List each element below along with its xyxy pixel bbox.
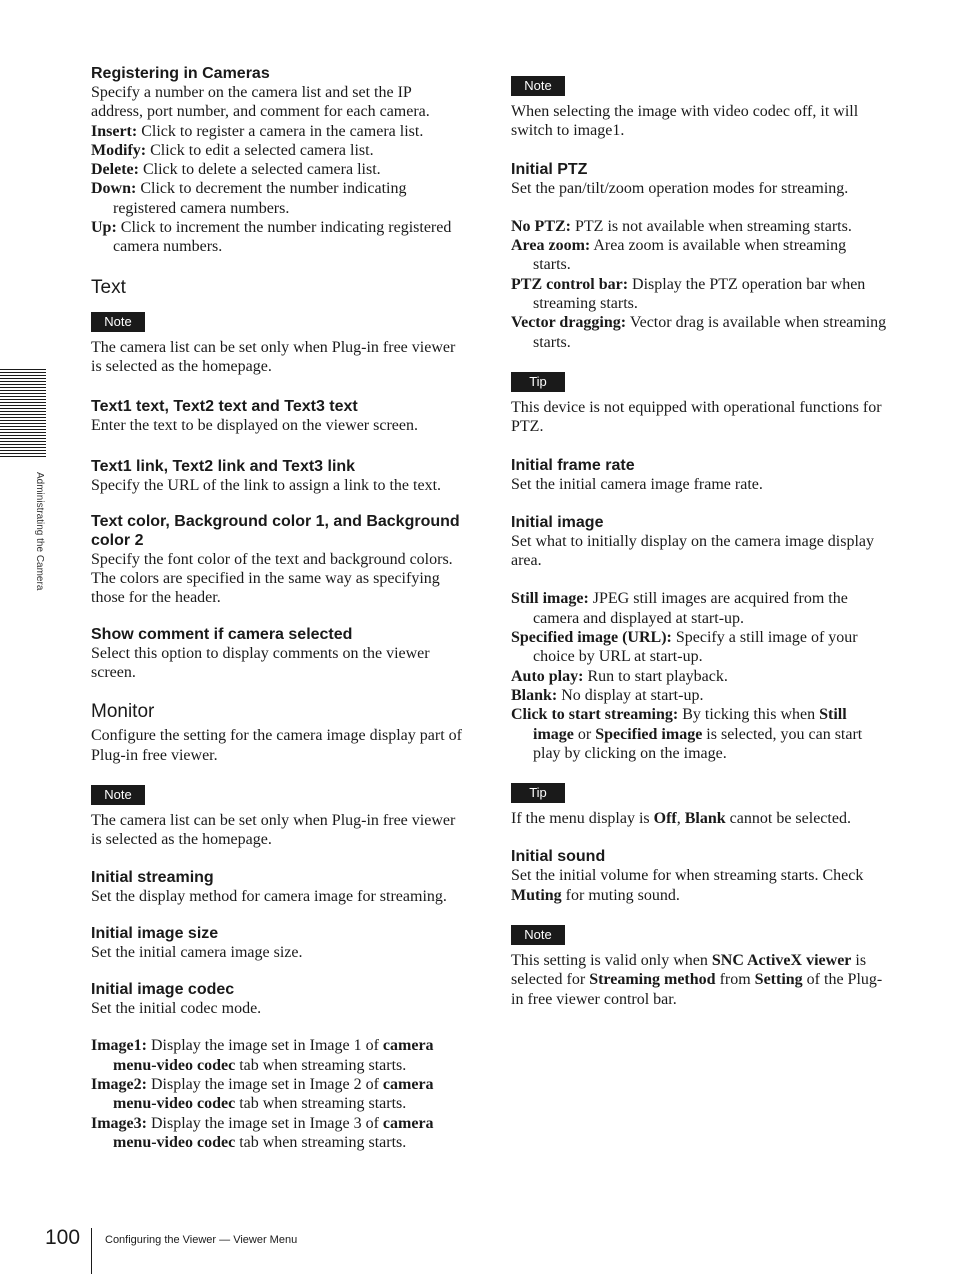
footer-section-title: Configuring the Viewer — Viewer Menu xyxy=(105,1234,298,1246)
ptz-tip: This device is not equipped with operational functions for PTZ. xyxy=(511,398,882,436)
text-link-body: Specify the URL of the link to assign a link to the text. xyxy=(91,476,442,494)
initial-image-size-body: Set the initial camera image size. xyxy=(91,943,303,961)
initial-ptz-body: Set the pan/tilt/zoom operation modes for streaming. xyxy=(511,179,849,197)
tip-badge: Tip xyxy=(511,783,565,803)
note-badge: Note xyxy=(511,925,565,945)
sound-note: This setting is valid only when SNC ActiveX viewer is selected for Streaming method from Setting of the Plug-in free viewer control bar. xyxy=(511,952,883,1008)
text-color-body: Specify the font color of the text and background colors. The colors are specified in the same way as specifying those for the header. xyxy=(91,550,453,607)
left-column xyxy=(91,62,467,1152)
initial-streaming-body: Set the display method for camera image for streaming. xyxy=(91,887,447,905)
heading-monitor: Monitor xyxy=(91,701,155,723)
heading-initial-ptz: Initial PTZ xyxy=(511,160,588,178)
heading-initial-image-codec: Initial image codec xyxy=(91,981,235,999)
show-comment-body: Select this option to display comments on the viewer screen. xyxy=(91,644,430,682)
monitor-intro: Configure the setting for the camera image display part of Plug-in free viewer. xyxy=(91,727,462,764)
initial-image-body: Set what to initially display on the camera image display area. xyxy=(511,532,875,570)
text-text-body: Enter the text to be displayed on the viewer screen. xyxy=(91,417,418,435)
heading-text: Text xyxy=(91,276,126,298)
side-tab-stripes xyxy=(0,369,46,459)
codec-note: When selecting the image with video codec off, it will switch to image1. xyxy=(511,103,859,140)
heading-registering: Registering in Cameras xyxy=(91,65,270,82)
list-item: Blank: No display at start-up. xyxy=(511,686,704,704)
list-item: Modify: Click to edit a selected camera list. xyxy=(91,141,374,159)
list-item: Image1: Display the image set in Image 1 of camera menu-video codec tab when streaming starts. xyxy=(91,1037,434,1074)
list-item: Area zoom: Area zoom is available when streaming starts. xyxy=(511,237,847,274)
list-item: Delete: Click to delete a selected camera list. xyxy=(91,161,381,179)
heading-text-text: Text1 text, Text2 text and Text3 text xyxy=(91,398,358,416)
list-item: No PTZ: PTZ is not available when streaming starts. xyxy=(511,217,852,235)
note-badge: Note xyxy=(511,76,565,96)
list-item: Click to start streaming: By ticking this when Still image or Specified image is selected, you can start play by clicking on the image. xyxy=(511,706,863,762)
codec-list xyxy=(91,1036,467,1152)
list-item: Image3: Display the image set in Image 3 of camera menu-video codec tab when streaming starts. xyxy=(91,1114,434,1151)
heading-initial-sound: Initial sound xyxy=(511,848,606,866)
note-badge: Note xyxy=(91,312,145,332)
heading-initial-frame-rate: Initial frame rate xyxy=(511,456,635,474)
footer-divider xyxy=(91,1228,92,1274)
initial-frame-rate-body: Set the initial camera image frame rate. xyxy=(511,475,763,493)
list-item: Still image: JPEG still images are acquired from the camera and displayed at start-up. xyxy=(511,590,848,627)
registering-list xyxy=(91,122,467,257)
list-item: Down: Click to decrement the number indicating registered camera numbers. xyxy=(91,180,407,217)
list-item: Vector dragging: Vector drag is available when streaming starts. xyxy=(511,314,887,351)
heading-text-link: Text1 link, Text2 link and Text3 link xyxy=(91,457,356,475)
list-item: Specified image (URL): Specify a still image of your choice by URL at start-up. xyxy=(511,629,858,666)
initial-image-codec-body: Set the initial codec mode. xyxy=(91,1000,262,1018)
note-badge: Note xyxy=(91,785,145,805)
side-chapter-label: Administrating the Camera xyxy=(34,472,45,591)
list-item: Image2: Display the image set in Image 2 of camera menu-video codec tab when streaming starts. xyxy=(91,1076,434,1113)
heading-text-color: Text color, Background color 1, and Background color 2 xyxy=(91,512,460,549)
list-item: Up: Click to increment the number indicating registered camera numbers. xyxy=(91,219,452,256)
heading-initial-streaming: Initial streaming xyxy=(91,868,214,886)
list-item: Insert: Click to register a camera in the camera list. xyxy=(91,122,424,140)
heading-initial-image-size: Initial image size xyxy=(91,924,219,942)
registering-intro: Specify a number on the camera list and set the IP address, port number, and comment for each camera. xyxy=(91,84,430,121)
heading-show-comment: Show comment if camera selected xyxy=(91,625,353,643)
list-item: PTZ control bar: Display the PTZ operation bar when streaming starts. xyxy=(511,275,866,313)
page-number: 100 xyxy=(45,1226,81,1249)
initial-sound-body: Set the initial volume for when streaming starts. Check Muting for muting sound. xyxy=(511,867,864,904)
initial-image-list xyxy=(511,589,887,763)
right-column xyxy=(511,76,887,1009)
list-item: Auto play: Run to start playback. xyxy=(511,667,728,685)
ptz-list xyxy=(511,217,887,352)
text-note: The camera list can be set only when Plug-in free viewer is selected as the homepage. xyxy=(91,338,456,375)
heading-initial-image: Initial image xyxy=(511,513,604,531)
initial-image-tip: If the menu display is Off, Blank cannot be selected. xyxy=(511,810,851,828)
monitor-note: The camera list can be set only when Plug-in free viewer is selected as the homepage. xyxy=(91,811,456,849)
tip-badge: Tip xyxy=(511,372,565,392)
